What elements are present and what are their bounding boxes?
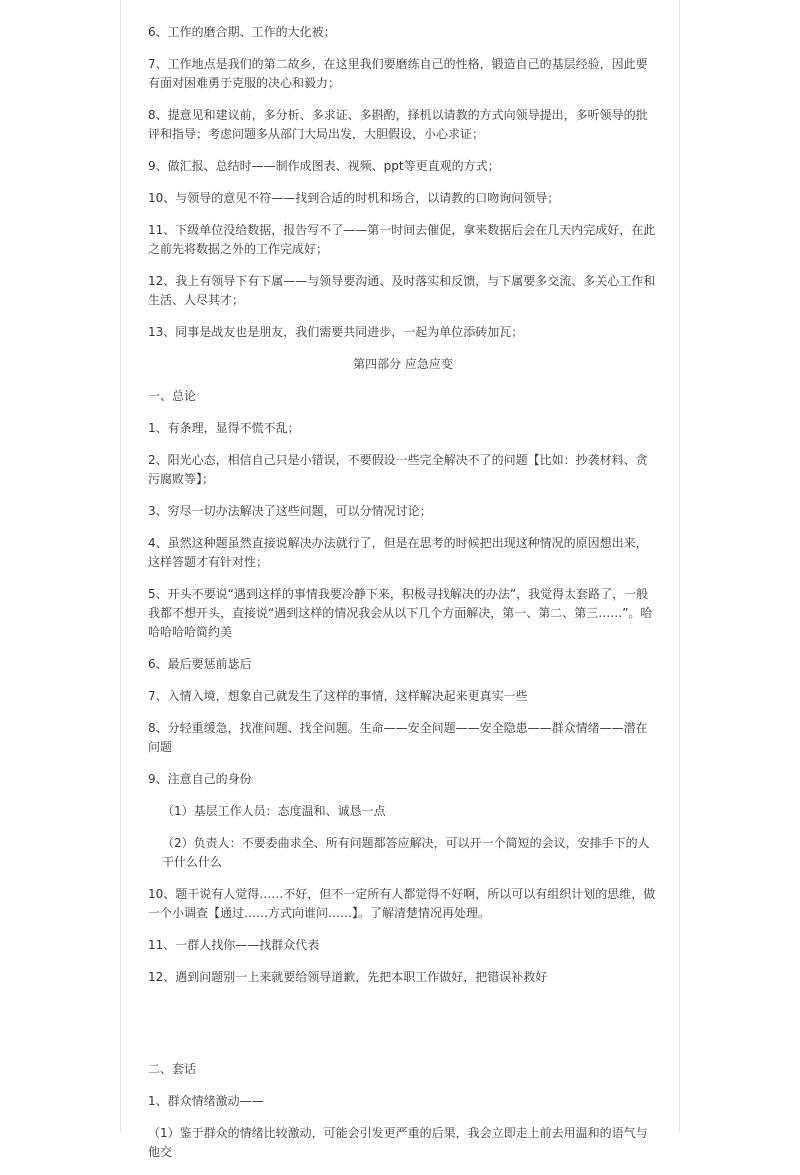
paragraph: 10、题干说有人觉得……不好，但不一定所有人都觉得不好啊，所以可以有组织计划的思维，做一个小调查【通过……方式向谁问……】。了解清楚情况再处理。 — [148, 887, 656, 920]
paragraph: 9、注意自己的身份 — [148, 772, 252, 786]
paragraph: 7、工作地点是我们的第二故乡，在这里我们要磨练自己的性格，锻造自己的基层经验，因此要有面对困难勇于克服的决心和毅力； — [148, 57, 648, 90]
subsection-heading: 一、总论 — [148, 389, 197, 403]
paragraph: （2）负责人：不要委曲求全、所有问题都答应解决，可以开一个简短的会议，安排手下的人干什么什么 — [162, 836, 650, 869]
paragraph: 1、有条理，显得不慌不乱； — [148, 421, 300, 435]
paragraph: 7、入情入境，想象自己就发生了这样的事情，这样解决起来更真实一些 — [148, 689, 528, 703]
blank-gap — [148, 1000, 658, 1060]
paragraph: 11、一群人找你——找群众代表 — [148, 938, 320, 952]
section-heading: 第四部分 应急应变 — [353, 357, 453, 371]
paragraph: 12、我上有领导下有下属——与领导要沟通、及时落实和反馈，与下属要多交流、多关心工作和生活、人尽其才； — [148, 274, 656, 307]
paragraph: 8、提意见和建议前，多分析、多求证、多斟酌，择机以请教的方式向领导提出，多听领导的批评和指导；考虑问题多从部门大局出发，大胆假设，小心求证； — [148, 108, 648, 141]
paragraph: 11、下级单位没给数据，报告写不了——第一时间去催促，拿来数据后会在几天内完成好，在此之前先将数据之外的工作完成好； — [148, 223, 656, 256]
paragraph: （1）鉴于群众的情绪比较激动，可能会引发更严重的后果，我会立即走上前去用温和的语气与他交 — [148, 1126, 648, 1159]
paragraph: 9、做汇报、总结时——制作成图表、视频、ppt等更直观的方式； — [148, 159, 500, 173]
paragraph: 4、虽然这种题虽然直接说解决办法就行了，但是在思考的时候把出现这种情况的原因想出来，这样答题才有针对性； — [148, 536, 648, 569]
document-body — [148, 25, 658, 1175]
paragraph: 5、开头不要说“遇到这样的事情我要冷静下来，积极寻找解决的办法”，我觉得太套路了，一般我都不想开头，直接说“遇到这样的情况我会从以下几个方面解决，第一、第二、第三……”。哈哈哈哈哈简约美 — [148, 587, 653, 639]
paragraph: 8、分轻重缓急，找准问题、找全问题。生命——安全问题——安全隐患——群众情绪——潜在问题 — [148, 721, 648, 754]
paragraph: （1）基层工作人员：态度温和、诚恳一点 — [162, 804, 386, 818]
paragraph: 6、工作的磨合期、工作的大化被； — [148, 25, 336, 39]
paragraph: 1、群众情绪激动—— — [148, 1094, 264, 1108]
paragraph: 6、最后要惩前毖后 — [148, 657, 252, 671]
paragraph: 12、遇到问题别一上来就要给领导道歉，先把本职工作做好，把错误补救好 — [148, 970, 548, 984]
paragraph: 13、同事是战友也是朋友，我们需要共同进步，一起为单位添砖加瓦； — [148, 325, 524, 339]
paragraph: 3、穷尽一切办法解决了这些问题，可以分情况讨论； — [148, 504, 432, 518]
paragraph: 10、与领导的意见不符——找到合适的时机和场合，以请教的口吻询问领导； — [148, 191, 560, 205]
subsection-heading: 二、套话 — [148, 1062, 197, 1076]
paragraph: 2、阳光心态，相信自己只是小错误，不要假设一些完全解决不了的问题【比如：抄袭材料、贪污腐败等】； — [148, 453, 648, 486]
